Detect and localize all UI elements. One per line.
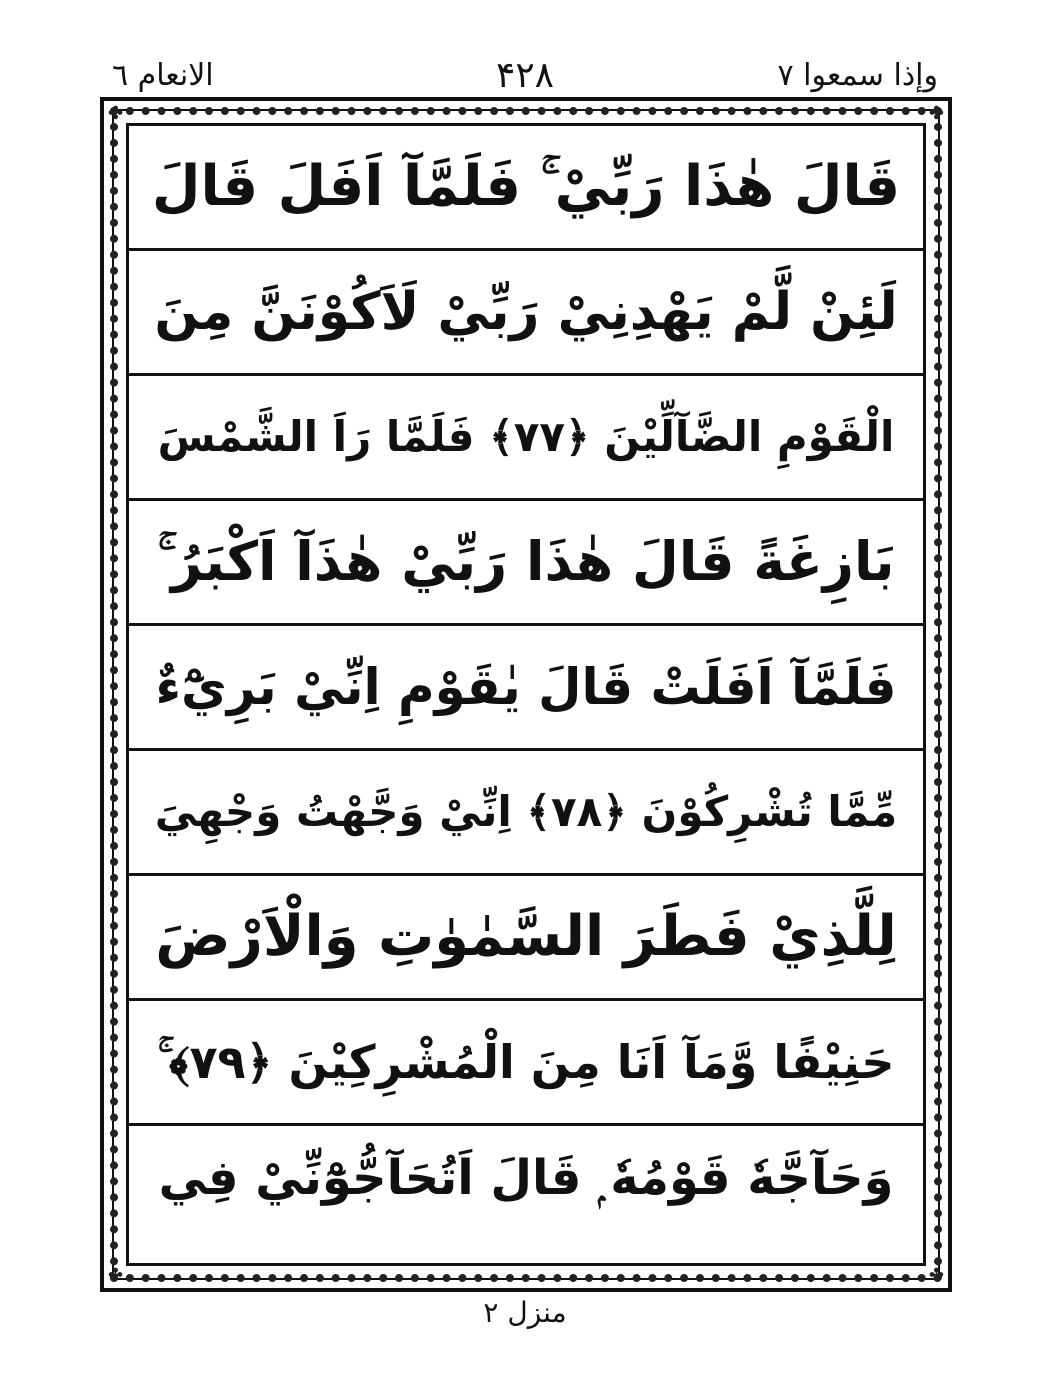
- text-line: [129, 126, 923, 251]
- corner-ornament-icon: ✤: [108, 103, 124, 124]
- verse-text: وَحَآجَّهٗ قَوْمُهٗ ۭ قَالَ اَتُحَآجُّوْٓنِّيْ فِي: [158, 1149, 894, 1206]
- verse-text: قَالَ هٰذَا رَبِّيْ ۚ فَلَمَّآ اَفَلَ قَالَ: [151, 154, 901, 219]
- verse-text: مِّمَّا تُشْرِكُوْنَ ﴿٧٨﴾ اِنِّيْ وَجَّهْتُ وَجْهِيَ: [154, 787, 898, 836]
- verse-text: حَنِيْفًا وَّمَآ اَنَا مِنَ الْمُشْرِكِيْنَ ﴿٧٩﴾ ۚ: [157, 1035, 895, 1089]
- corner-ornament-icon: ✤: [928, 1265, 944, 1286]
- text-line: [129, 501, 923, 626]
- manzil-label: منزل ٢: [483, 1296, 567, 1329]
- verse-text: لِلَّذِيْ فَطَرَ السَّمٰوٰتِ وَالْاَرْضَ: [155, 904, 897, 969]
- text-line: [129, 1001, 923, 1126]
- text-line: [129, 251, 923, 376]
- corner-ornament-icon: ✤: [928, 103, 944, 124]
- verse-text: بَازِغَةً قَالَ هٰذَا رَبِّيْ هٰذَآ اَكْبَرُ ۚ: [157, 530, 895, 593]
- page-number: ۴۲۸: [495, 55, 554, 96]
- text-line: [129, 626, 923, 751]
- text-line: [129, 751, 923, 876]
- verse-text: لَئِنْ لَّمْ يَهْدِنِيْ رَبِّيْ لَاَكُوْنَنَّ مِنَ: [154, 282, 898, 342]
- text-line: [129, 376, 923, 501]
- text-line: [129, 1126, 923, 1229]
- text-panel: [126, 123, 926, 1266]
- page-frame: [100, 97, 952, 1292]
- corner-ornament-icon: ✤: [108, 1265, 124, 1286]
- juz-name: وإذا سمعوا ٧: [777, 58, 938, 93]
- verse-text: الْقَوْمِ الضَّآلِّيْنَ ﴿٧٧﴾ فَلَمَّا رَاَ الشَّمْسَ: [157, 412, 895, 461]
- verse-text: فَلَمَّآ اَفَلَتْ قَالَ يٰقَوْمِ اِنِّيْ بَرِيْٓءٌ: [155, 658, 897, 716]
- surah-name: الانعام ٦: [112, 58, 214, 93]
- text-line: [129, 876, 923, 1001]
